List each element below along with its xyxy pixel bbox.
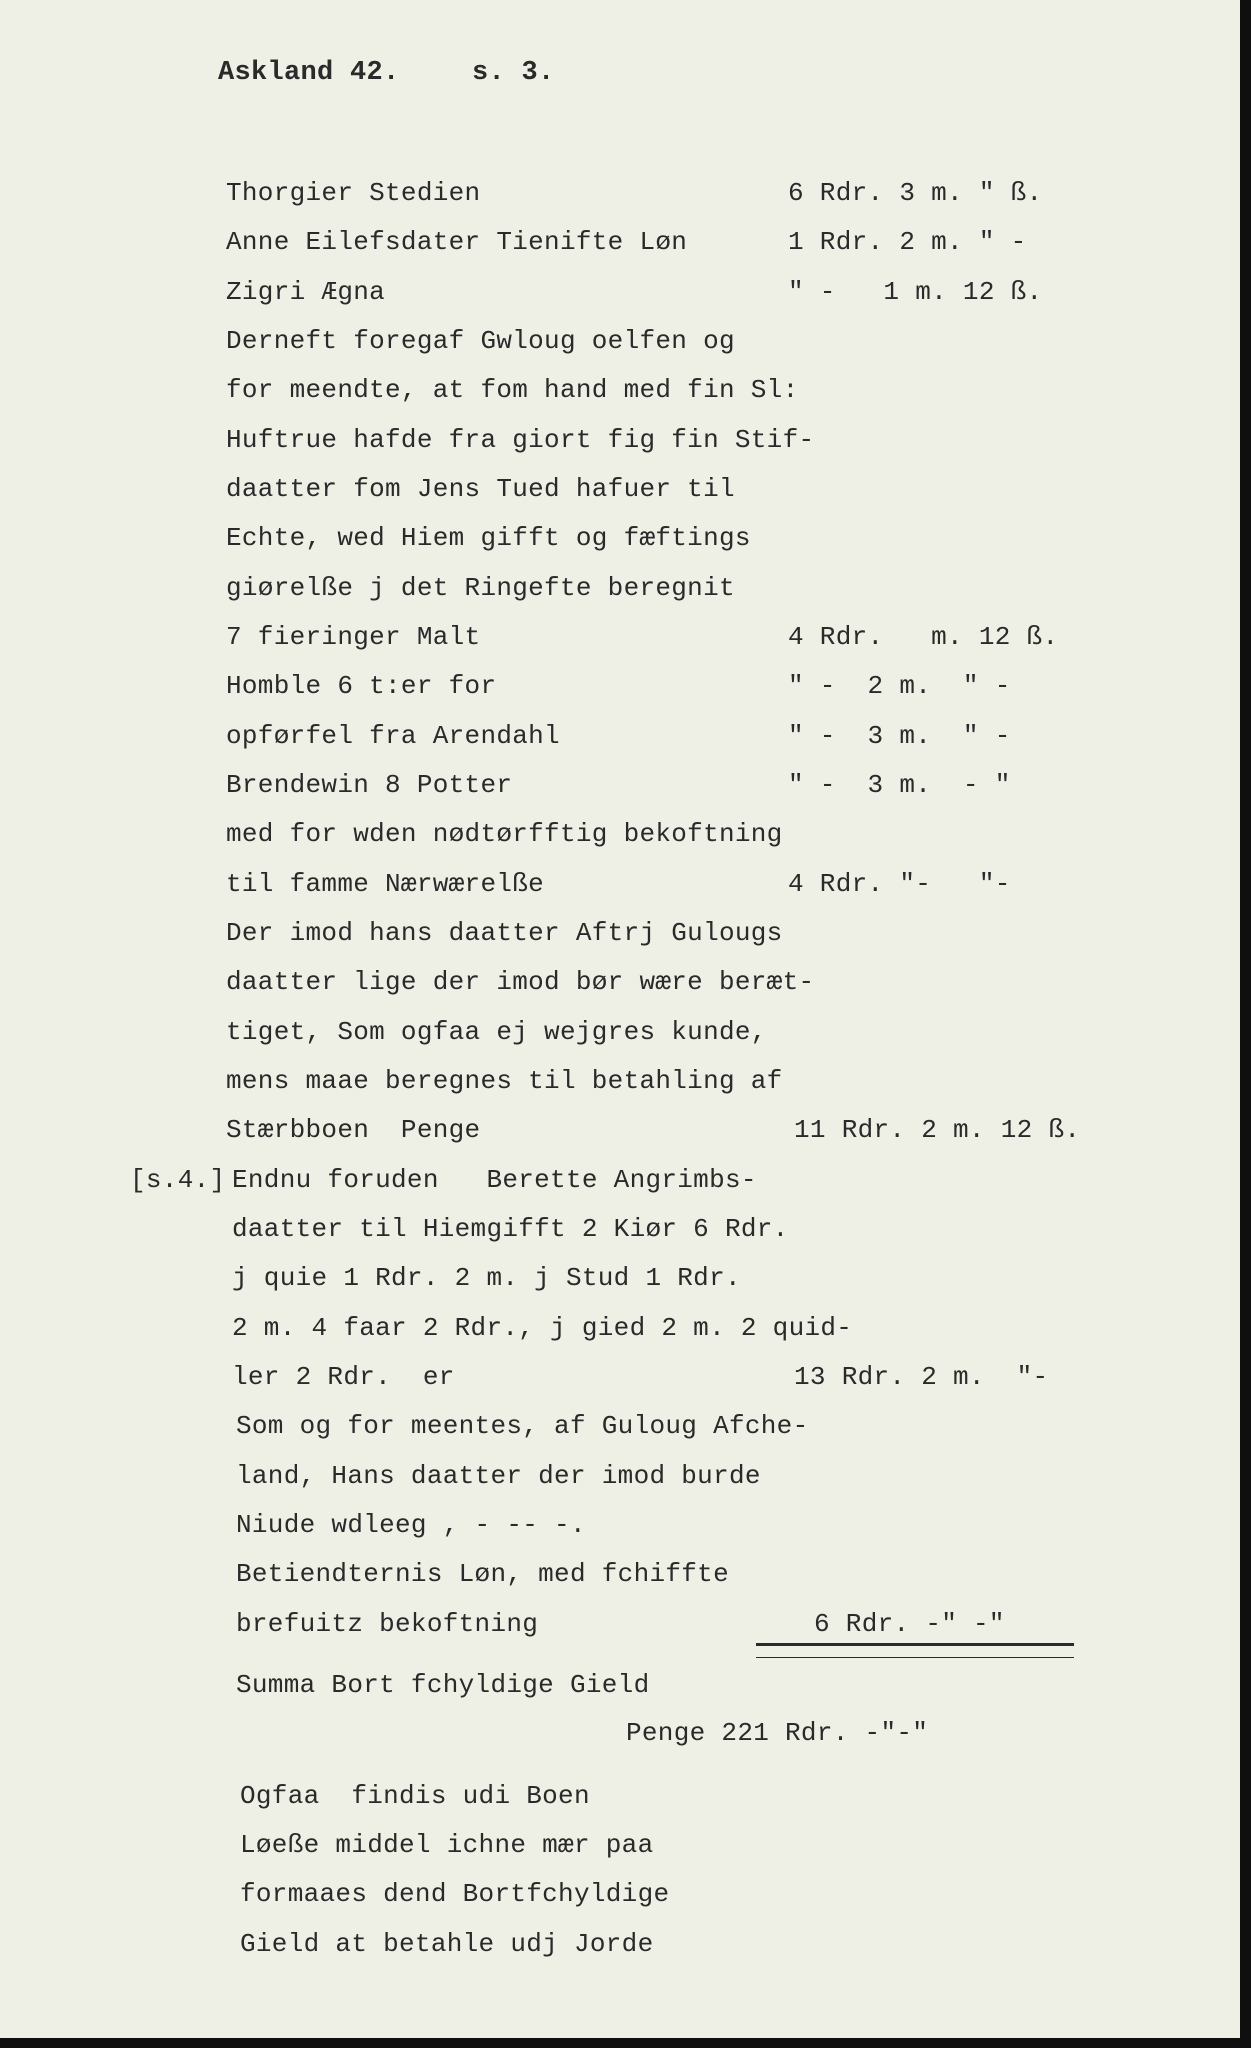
header-page-number: s. 3. (472, 58, 555, 88)
amount: 6 Rdr. -" -" (814, 1609, 1005, 1639)
text-line: Anne Eilefsdater Tienifte Løn (226, 227, 688, 257)
text-line: Niude wdleeg , - -- -. (236, 1510, 586, 1540)
total-line: Penge 221 Rdr. -"-" (626, 1718, 929, 1748)
amount: " - 3 m. " - (788, 721, 1011, 751)
margin-note: [s.4.] (130, 1165, 226, 1195)
text-line: daatter til Hiemgifft 2 Kiør 6 Rdr. (232, 1214, 789, 1244)
amount: " - 3 m. - " (788, 770, 1011, 800)
text-line: med for wden nødtørfftig bekoftning (226, 819, 783, 849)
text-line: formaaes dend Bortfchyldige (240, 1879, 670, 1909)
text-line: Brendewin 8 Potter (226, 770, 513, 800)
header-location: Askland 42. (218, 58, 400, 88)
text-line: giørelße j det Ringefte beregnit (226, 573, 735, 603)
text-line: Betiendternis Løn, med fchiffte (236, 1559, 729, 1589)
text-line: brefuitz bekoftning (236, 1609, 539, 1639)
text-line: Thorgier Stedien (226, 178, 481, 208)
amount: 4 Rdr. m. 12 ß. (788, 622, 1059, 652)
text-line: Huftrue hafde fra giort fig fin Stif- (226, 425, 815, 455)
amount: " - 2 m. " - (788, 671, 1011, 701)
text-line: Zigri Ægna (226, 277, 386, 307)
text-line: Homble 6 t:er for (226, 671, 497, 701)
text-line: Summa Bort fchyldige Gield (236, 1670, 650, 1700)
text-line: Der imod hans daatter Aftrj Gulougs (226, 918, 783, 948)
text-line: Som og for meentes, af Guloug Afche- (236, 1411, 809, 1441)
sum-underline (756, 1643, 1074, 1646)
text-line: tiget, Som ogfaa ej wejgres kunde, (226, 1017, 767, 1047)
text-line: mens maae beregnes til betahling af (226, 1066, 783, 1096)
text-line: daatter lige der imod bør wære beræt- (226, 967, 815, 997)
text-line: til famme Nærwærelße (226, 869, 545, 899)
text-line: ler 2 Rdr. er (232, 1362, 455, 1392)
amount: " - 1 m. 12 ß. (788, 277, 1043, 307)
text-line: for meendte, at fom hand med fin Sl: (226, 375, 799, 405)
text-line: Echte, wed Hiem gifft og fæftings (226, 523, 751, 553)
text-line: Gield at betahle udj Jorde (240, 1929, 654, 1959)
text-line: j quie 1 Rdr. 2 m. j Stud 1 Rdr. (232, 1263, 741, 1293)
text-line: Endnu foruden Berette Angrimbs- (232, 1165, 757, 1195)
text-line: 7 fieringer Malt (226, 622, 481, 652)
text-line: Ogfaa findis udi Boen (240, 1781, 590, 1811)
text-line: Løeße middel ichne mær paa (240, 1830, 654, 1860)
sum-underline-thin (756, 1657, 1074, 1658)
amount: 11 Rdr. 2 m. 12 ß. (794, 1115, 1081, 1145)
text-line: opførfel fra Arendahl (226, 721, 560, 751)
text-line: daatter fom Jens Tued hafuer til (226, 474, 735, 504)
text-line: 2 m. 4 faar 2 Rdr., j gied 2 m. 2 quid- (232, 1313, 853, 1343)
text-line: Derneft foregaf Gwloug oelfen og (226, 326, 735, 356)
amount: 4 Rdr. "- "- (788, 869, 1011, 899)
text-line: Stærbboen Penge (226, 1115, 481, 1145)
amount: 1 Rdr. 2 m. " - (788, 227, 1027, 257)
amount: 13 Rdr. 2 m. "- (794, 1362, 1049, 1392)
amount: 6 Rdr. 3 m. " ß. (788, 178, 1043, 208)
text-line: land, Hans daatter der imod burde (236, 1461, 761, 1491)
